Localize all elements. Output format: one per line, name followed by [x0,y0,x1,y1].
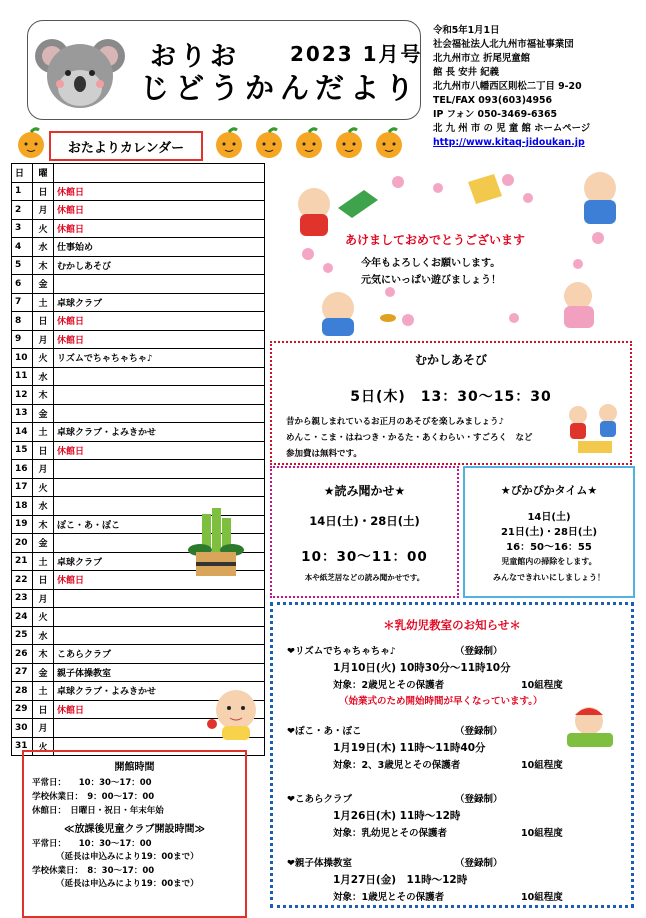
calendar-row [12,312,265,331]
club-weekday: 平常日： 10：30～17：00 [32,839,152,849]
calendar-weekday: 土 [33,552,54,571]
program-capacity: 10組程度 [521,680,563,691]
calendar-weekday: 日 [33,441,54,460]
calendar-event [54,404,265,423]
pikapika-date2: 21日(土)・28日(土) [500,527,598,538]
orange-mascot-icon [372,126,406,160]
program-schedule: 1月19日(木) 11時～11時40分 [333,742,486,754]
calendar-weekday: 水 [33,238,54,257]
calendar-weekday: 金 [33,534,54,553]
program-name: ❤リズムでちゃちゃちゃ♪ [287,646,396,657]
calendar-weekday: 火 [33,219,54,238]
calendar-day: 9 [12,330,33,349]
calendar-event [54,626,265,645]
orange-mascot-icon [252,126,286,160]
mukashi-text1: 昔から親しまれているお正月のあそびを楽しみましょう♪ [286,417,504,427]
calendar-day: 28 [12,682,33,701]
orange-mascot-icon [14,126,48,160]
calendar-event [54,460,265,479]
hours-title: 開館時間 [114,762,155,773]
calendar-weekday: 木 [33,645,54,664]
calendar-row [12,219,265,238]
calendar-weekday: 木 [33,386,54,405]
new-year-illustration [278,168,633,338]
program-registration: （登録制） [455,726,503,737]
calendar-row [12,293,265,312]
club-hours-title: ≪放課後児童クラブ開設時間≫ [64,824,205,835]
calendar-event: 親子体操教室 [54,663,265,682]
calendar-day: 20 [12,534,33,553]
yomikikase-note: 本や紙芝居などの読み聞かせです。 [304,573,425,582]
calendar-weekday: 月 [33,201,54,220]
homepage-link[interactable]: http://www.kitaq-jidoukan.jp [433,137,585,148]
program-name: ❤親子体操教室 [287,858,352,869]
calendar-row [12,478,265,497]
calendar-event [54,367,265,386]
calendar-event: こあらクラブ [54,645,265,664]
calendar-row [12,349,265,368]
pikapika-date1: 14日(土) [527,512,571,523]
calendar-event: リズムでちゃちゃちゃ♪ [54,349,265,368]
calendar-weekday: 金 [33,404,54,423]
program-capacity: 10組程度 [521,892,563,903]
calendar-day: 11 [12,367,33,386]
calendar-row [12,441,265,460]
calendar-weekday: 木 [33,256,54,275]
pikapika-time-box [463,466,635,598]
infant-class-title: ＊乳幼児教室のお知らせ＊ [383,618,521,632]
calendar-row [12,404,265,423]
calendar-event [54,478,265,497]
calendar-row [12,256,265,275]
calendar-weekday: 水 [33,497,54,516]
info-org: 社会福祉法人北九州市福祉事業団 [433,39,574,50]
calendar-day: 23 [12,589,33,608]
info-facility: 北九州市立 折尾児童館 [433,53,531,64]
calendar-weekday: 土 [33,423,54,442]
calendar-row [12,608,265,627]
hours-weekday: 平常日： 10：30～17：00 [32,778,152,788]
calendar-row [12,386,265,405]
calendar-day: 15 [12,441,33,460]
mukashi-text2: めんこ・こま・はねつき・かるた・あくわらい・すごろく など [286,433,533,443]
calendar-row [12,626,265,645]
calendar-row [12,460,265,479]
calendar-day: 1 [12,182,33,201]
mukashi-text3: 参加費は無料です。 [286,449,362,459]
calendar-day: 8 [12,312,33,331]
calendar-day: 16 [12,460,33,479]
calendar-weekday: 月 [33,589,54,608]
calendar-event: 仕事始め [54,238,265,257]
calendar-row [12,645,265,664]
calendar-weekday: 金 [33,275,54,294]
calendar-weekday: 火 [33,349,54,368]
calendar-weekday: 火 [33,478,54,497]
calendar-row [12,423,265,442]
calendar-event: ぽこ・あ・ぽこ [54,515,265,534]
calendar-event: 休館日 [54,182,265,201]
calendar-event [54,608,265,627]
calendar-day: 12 [12,386,33,405]
calendar-day: 6 [12,275,33,294]
yomikikase-date: 14日(土)・28日(土) [309,514,420,528]
calendar-weekday: 日 [33,700,54,719]
program-capacity: 10組程度 [521,760,563,771]
info-date: 令和5年1月1日 [433,25,500,36]
info-homepage-label: 北 九 州 市 の 児 童 館 ホームページ [433,123,591,134]
program-schedule: 1月27日(金) 11時～12時 [333,874,468,886]
calendar-day: 24 [12,608,33,627]
info-address: 北九州市八幡西区則松二丁目 9-20 [433,81,582,92]
program-name: ❤こあらクラブ [287,794,352,805]
calendar-day: 29 [12,700,33,719]
program-note: （始業式のため開始時間が早くなっています。） [339,696,543,707]
program-schedule: 1月10日(火) 10時30分～11時10分 [333,662,511,674]
calendar-row [12,201,265,220]
program-schedule: 1月26日(木) 11時～12時 [333,810,461,822]
yomikikase-box [270,466,459,598]
mukashi-asobi-box [270,341,632,465]
calendar-weekday: 月 [33,719,54,738]
calendar-weekday: 木 [33,515,54,534]
calendar-row [12,367,265,386]
opening-hours-box [22,750,247,918]
calendar-day: 30 [12,719,33,738]
program-target: 対象：1歳児とその保護者 [333,892,445,903]
baby-icon [206,686,264,742]
kadomatsu-icon [186,508,246,580]
calendar-event: 休館日 [54,201,265,220]
club-holiday: 学校休業日： 8：30～17：00 [32,866,155,876]
orange-mascot-icon [212,126,246,160]
club-holiday-ext: （延長は申込みにより19：00まで） [56,879,199,889]
program-target: 対象：2、3歳児とその保護者 [333,760,461,771]
pikapika-text2: みんなできれいにしましょう！ [493,573,605,582]
calendar-weekday: 水 [33,367,54,386]
pikapika-time: 16：50～16：55 [506,542,592,553]
calendar-event: むかしあそび [54,256,265,275]
program-name: ❤ぽこ・あ・ぽこ [287,726,362,737]
calendar-event: 休館日 [54,700,265,719]
calendar-row [12,238,265,257]
hours-closed: 休館日： 日曜日・祝日・年末年始 [32,806,164,816]
info-director: 館 長 安井 紀義 [433,67,500,78]
calendar-row [12,275,265,294]
calendar-event: 卓球クラブ [54,552,265,571]
calendar-event: 休館日 [54,571,265,590]
calendar-event: 卓球クラブ・よみきかせ [54,423,265,442]
program-registration: （登録制） [455,858,503,869]
info-tel: TEL/FAX 093(603)4956 [433,95,553,106]
calendar-event: 休館日 [54,330,265,349]
orange-mascot-icon [292,126,326,160]
infant-class-box [270,602,634,908]
yomikikase-title: ★読み聞かせ★ [323,484,406,498]
program-target: 対象：乳幼児とその保護者 [333,828,448,839]
calendar-day: 26 [12,645,33,664]
calendar-event: 卓球クラブ・よみきかせ [54,682,265,701]
calendar-title: おたよりカレンダー [49,131,203,161]
calendar-day: 22 [12,571,33,590]
calendar-day: 27 [12,663,33,682]
calendar-weekday: 土 [33,682,54,701]
calendar-event [54,275,265,294]
calendar-weekday: 月 [33,460,54,479]
yomikikase-time: 10：30～11：00 [301,549,428,565]
calendar-day: 18 [12,497,33,516]
calendar-weekday: 金 [33,663,54,682]
title-line2: じどうかんだより [140,71,421,105]
calendar-day: 17 [12,478,33,497]
calendar-weekday: 土 [33,293,54,312]
children-playing-icon [564,399,624,457]
calendar-header-row [12,164,265,183]
calendar-weekday: 水 [33,626,54,645]
calendar-weekday: 日 [33,182,54,201]
calendar-day: 14 [12,423,33,442]
calendar-row [12,330,265,349]
greeting-line1: 今年もよろしくお願いします。 [361,258,501,269]
calendar-head-weekday: 曜 [33,164,54,183]
pikapika-text1: 児童館内の掃除をします。 [501,557,597,566]
program-target: 対象：2歳児とその保護者 [333,680,445,691]
orange-mascot-icon [332,126,366,160]
title-year: 2023 1月号 [290,42,423,66]
greeting-title: あけましておめでとうございます [345,233,526,247]
calendar-head-day: 日 [12,164,33,183]
program-registration: （登録制） [455,794,503,805]
calendar-event: 休館日 [54,219,265,238]
mukashi-title: むかしあそび [414,353,487,367]
calendar-weekday: 日 [33,312,54,331]
greeting-line2: 元気にいっぱい遊びましょう！ [361,275,501,286]
calendar-event [54,386,265,405]
calendar-day: 3 [12,219,33,238]
club-weekday-ext: （延長は申込みにより19：00まで） [56,852,199,862]
calendar-table [11,163,265,756]
baby-playing-icon [557,701,623,751]
calendar-event: 卓球クラブ [54,293,265,312]
calendar-weekday: 火 [33,737,54,756]
calendar-event [54,589,265,608]
calendar-day: 31 [12,737,33,756]
calendar-day: 5 [12,256,33,275]
calendar-row [12,182,265,201]
title-line1: おりお [150,42,241,72]
calendar-day: 13 [12,404,33,423]
calendar-day: 19 [12,515,33,534]
calendar-day: 2 [12,201,33,220]
calendar-event: 休館日 [54,441,265,460]
calendar-day: 4 [12,238,33,257]
calendar-weekday: 火 [33,608,54,627]
info-block [433,24,643,150]
koala-icon [34,26,126,114]
program-capacity: 10組程度 [521,828,563,839]
program-registration: （登録制） [455,646,503,657]
calendar-head-event [54,164,265,183]
calendar-weekday: 月 [33,330,54,349]
hours-school-holiday: 学校休業日： 9：00～17：00 [32,792,155,802]
info-ip-phone: IP フォン 050-3469-6365 [433,109,558,120]
calendar-body [12,164,265,756]
calendar-weekday: 日 [33,571,54,590]
calendar-event: 休館日 [54,312,265,331]
calendar-row [12,663,265,682]
calendar-day: 10 [12,349,33,368]
calendar-day: 25 [12,626,33,645]
pikapika-title: ★ぴかぴかタイム★ [500,484,598,497]
calendar-row [12,589,265,608]
calendar-day: 7 [12,293,33,312]
mukashi-time: 5日(木) 13：30～15：30 [350,389,552,405]
calendar-day: 21 [12,552,33,571]
